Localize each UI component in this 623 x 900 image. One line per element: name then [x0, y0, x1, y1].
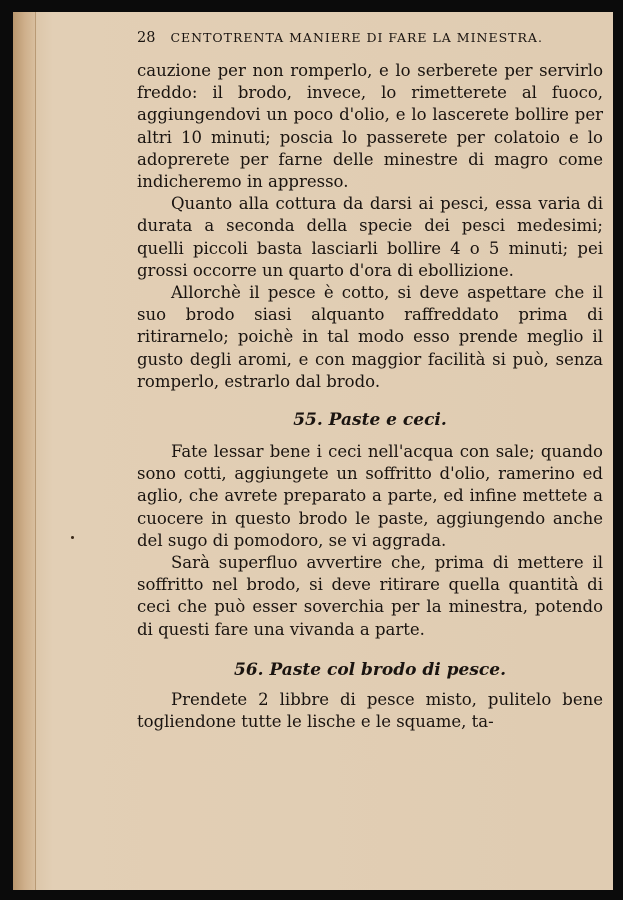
paragraph-56-1: Prendete 2 libbre di pesce misto, pulitelo bene togliendone tutte le lische e le squame, ta- [137, 689, 603, 732]
book-page [13, 12, 613, 890]
paragraph-cooling: Allorchè il pesce è cotto, si deve aspettare che il suo brodo siasi alquanto raffreddato prima di ritirarnelo; poichè in tal modo esso prende meglio il gusto degli aromi, e con maggior facilità si può, senza romperlo, estrarlo dal brodo. [137, 283, 603, 391]
section-heading-55: 55. Paste e ceci. [293, 410, 447, 431]
paragraph-55-1: Fate lessar bene i ceci nell'acqua con sale; quando sono cotti, aggiungete un soffritto d'olio, ramerino ed aglio, che avrete preparato a parte, ed infine mettete a cuocere in questo brodo le paste, aggiungendo anche del sugo di pomodoro, se vi aggrada. [137, 442, 603, 550]
ink-speck [71, 536, 74, 539]
section-heading-56: 56. Paste col brodo di pesce. [233, 659, 506, 680]
running-header [137, 30, 603, 46]
page-content [137, 30, 603, 733]
paragraph-continuation: cauzione per non romperlo, e lo serberete per servirlo freddo: il brodo, invece, lo rimetterete al fuoco, aggiungendovi un poco d'olio, e lo lascerete bollire per altri 10 minuti; poscia lo passerete per colatoio e lo adoprerete per farne delle minestre di magro come indicheremo in appresso. [137, 61, 603, 192]
page-gutter [13, 12, 36, 890]
page-number: 28 [137, 30, 156, 46]
paragraph-55-2: Sarà superfluo avvertire che, prima di mettere il soffritto nel brodo, si deve ritirare quella quantità di ceci che può esser soverchia per la minestra, potendo di questi fare una vivanda a parte. [137, 553, 603, 639]
paragraph-cooking-time: Quanto alla cottura da darsi ai pesci, essa varia di durata a seconda della specie dei pesci medesimi; quelli piccoli basta lasciarli bollire 4 o 5 minuti; pei grossi occorre un quarto d'ora di ebollizione. [137, 194, 603, 280]
running-title: CENTOTRENTA MANIERE DI FARE LA MINESTRA. [170, 30, 543, 45]
